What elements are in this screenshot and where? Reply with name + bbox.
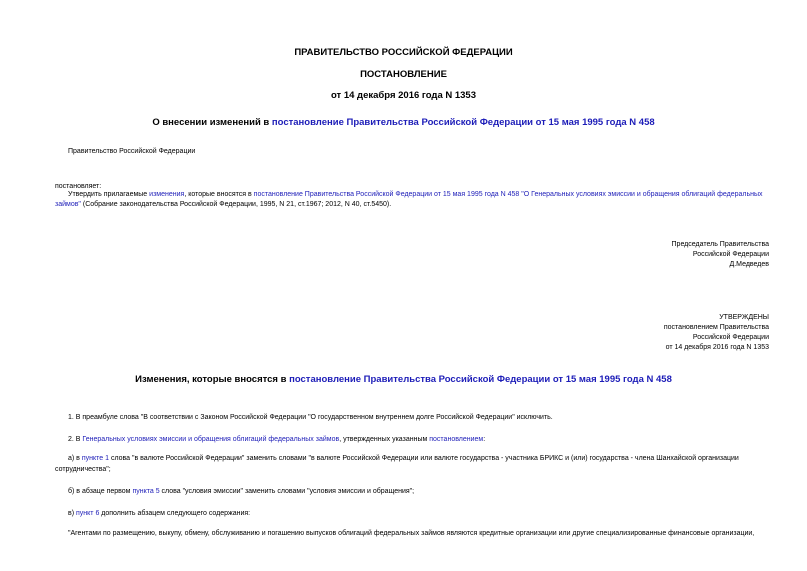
- changes-heading-link[interactable]: постановление Правительства Российской Федерации от 15 мая 1995 года N 458: [289, 374, 672, 385]
- change-item-2: [55, 434, 770, 445]
- approval-line-2: постановлением Правительства: [663, 324, 769, 331]
- paragraph-approve: [55, 190, 770, 210]
- signature-block: [672, 240, 769, 270]
- item2-text-b: , утвержденных указанным: [339, 436, 430, 443]
- decree-link[interactable]: постановлением: [429, 436, 484, 443]
- signature-line-1: Председатель Правительства: [671, 241, 769, 248]
- point-5-link[interactable]: пункта 5: [132, 488, 160, 495]
- item5-text-a: в): [68, 510, 76, 517]
- p1-text-b: , которые вносятся в: [184, 191, 254, 198]
- point-1-link[interactable]: пункте 1: [81, 455, 109, 462]
- change-item-c: [55, 508, 770, 519]
- general-conditions-link[interactable]: Генеральных условиях эмиссии и обращения облигаций федеральных займов: [82, 436, 340, 443]
- p1-text-c: (Собрание законодательства Российской Федерации, 1995, N 21, ст.1967; 2012, N 40, ст.5450).: [80, 201, 392, 208]
- item4-text-b: слова "условия эмиссии" заменить словами "условия эмиссии и обращения";: [159, 488, 415, 495]
- document-subject: [0, 117, 807, 128]
- approval-line-4: от 14 декабря 2016 года N 1353: [665, 344, 769, 351]
- item2-text-c: :: [483, 436, 486, 443]
- item5-text-b: дополнить абзацем следующего содержания:: [99, 510, 251, 517]
- approval-line-1: УТВЕРЖДЕНЫ: [719, 314, 769, 321]
- signature-line-3: Д.Медведев: [729, 261, 769, 268]
- item2-text-a: 2. В: [68, 436, 83, 443]
- item4-text-a: б) в абзаце первом: [68, 488, 133, 495]
- item3-text-a: а) в: [68, 455, 82, 462]
- changes-heading: [0, 374, 807, 385]
- p1-text-a: Утвердить прилагаемые: [68, 191, 150, 198]
- approval-block: [664, 313, 769, 353]
- change-item-b: [55, 486, 770, 497]
- header-org: ПРАВИТЕЛЬСТВО РОССИЙСКОЙ ФЕДЕРАЦИИ: [294, 47, 513, 58]
- subject-prefix: О внесении изменений в: [152, 117, 272, 128]
- subject-link[interactable]: постановление Правительства Российской Федерации от 15 мая 1995 года N 458: [271, 117, 655, 128]
- decree-458-link[interactable]: постановление Правительства Российской Федерации от 15 мая 1995 года N 458 "О Генеральных условиях эмиссии и обращения облигаций федеральных займов": [55, 191, 763, 208]
- item3-text-b: слова "в валюте Российской Федерации" заменить словами "в валюте Российской Федерации или валюте государства - участника БРИКС и (или) государства - члена Шанхайской организации сотрудничества";: [55, 455, 739, 473]
- changes-heading-prefix: Изменения, которые вносятся в: [135, 374, 290, 385]
- header-date: от 14 декабря 2016 года N 1353: [330, 90, 476, 101]
- change-item-agents: "Агентами по размещению, выкупу, обмену, обслуживанию и погашению выпусков облигаций федеральных займов являются кредитные организации или другие специализированные финансовые организации,: [68, 530, 755, 537]
- signature-line-2: Российской Федерации: [692, 251, 769, 258]
- decree-word: постановляет:: [55, 183, 102, 190]
- point-6-link[interactable]: пункт 6: [76, 510, 100, 517]
- header-doc-type: ПОСТАНОВЛЕНИЕ: [360, 69, 447, 80]
- changes-link[interactable]: изменения: [149, 191, 185, 198]
- change-item-1: 1. В преамбуле слова "В соответствии с Законом Российской Федерации "О государственном внутреннем долге Российской Федерации" исключить.: [68, 414, 553, 421]
- change-item-a: [55, 453, 770, 475]
- issuer: Правительство Российской Федерации: [68, 148, 196, 155]
- approval-line-3: Российской Федерации: [692, 334, 769, 341]
